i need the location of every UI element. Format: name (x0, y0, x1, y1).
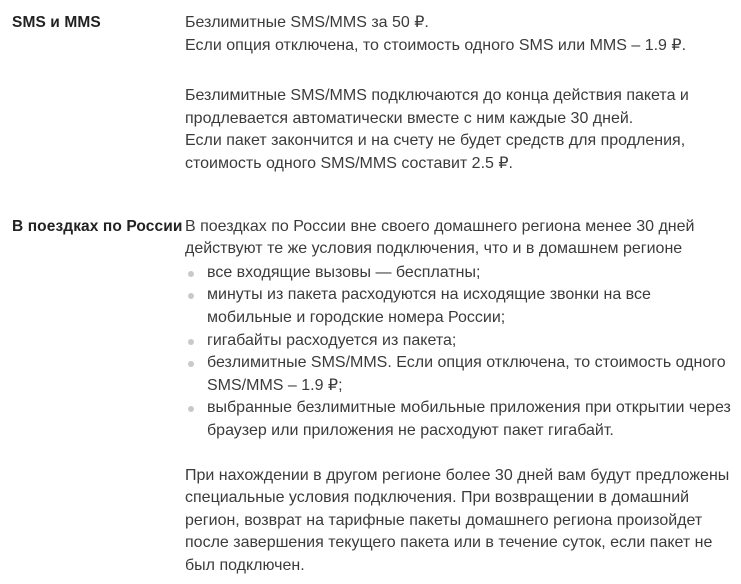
travel-intro-line: В поездках по России вне своего домашнего региона менее 30 дней действуют те же условия подключения, что и в домашнем регионе (185, 217, 695, 258)
list-item (185, 284, 735, 329)
travel-outro-paragraph (185, 465, 735, 578)
section-label-travel-russia: В поездках по России (12, 217, 183, 235)
list-item-minutes: минуты из пакета расходуются на исходящие звонки на все мобильные и городские номера России; (207, 286, 651, 326)
travel-conditions-list (185, 262, 735, 443)
section-sms-mms (12, 12, 735, 176)
bullet-icon (188, 293, 194, 299)
list-item (185, 262, 735, 285)
section-content-travel-russia (185, 216, 735, 578)
list-item-gigabytes: гигабайты расходуется из пакета; (207, 331, 457, 349)
sms-renewal-paragraph (185, 85, 735, 175)
list-item-unlimited-apps: выбранные безлимитные мобильные приложения при открытии через браузер или приложения не расходуют пакет гигабайт. (207, 399, 731, 439)
sms-renewal-line: Безлимитные SMS/MMS подключаются до конца действия пакета и продлевается автоматически вместе с ним каждые 30 дней. (185, 87, 689, 127)
sms-price-line: Безлимитные SMS/MMS за 50 ₽. (185, 14, 429, 31)
bullet-icon (188, 361, 194, 367)
list-item-incoming-calls: все входящие вызовы — бесплатны; (207, 263, 481, 281)
bullet-icon (188, 271, 194, 277)
bullet-icon (188, 406, 194, 412)
list-item (185, 330, 735, 353)
section-label-sms-mms: SMS и MMS (12, 14, 101, 31)
sms-option-off-line: Если опция отключена, то стоимость одного SMS или MMS – 1.9 ₽. (185, 36, 687, 54)
list-item-unlimited-sms: безлимитные SMS/MMS. Если опция отключена, то стоимость одного SMS/MMS – 1.9 ₽; (207, 354, 726, 394)
sms-no-funds-line: Если пакет закончится и на счету не будет средств для продления, стоимость одного SMS/MMS составит 2.5 ₽. (185, 132, 686, 172)
list-item (185, 352, 735, 397)
section-travel-russia (12, 216, 735, 578)
sms-price-paragraph (185, 12, 735, 57)
travel-outro-line: При нахождении в другом регионе более 30 дней вам будут предложены специальные условия подключения. При возвращении в домашний регион, возврат на тарифные пакеты домашнего региона произойдет после завершения текущего пакета или в течение суток, если пакет не был подключен. (185, 466, 730, 574)
bullet-icon (188, 339, 194, 345)
list-item (185, 397, 735, 442)
travel-intro-paragraph (185, 216, 735, 261)
section-content-sms-mms (185, 12, 735, 176)
